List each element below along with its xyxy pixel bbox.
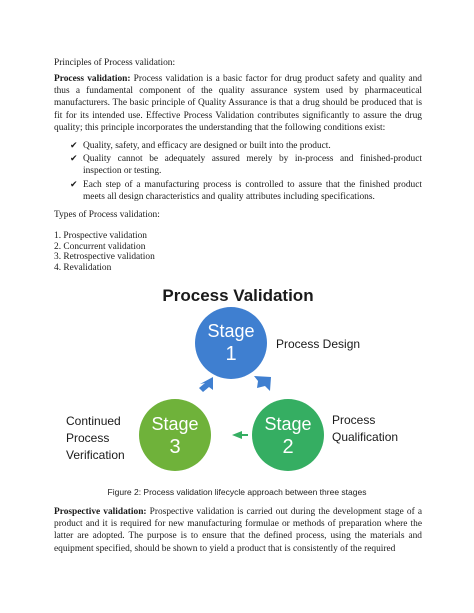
section-heading: Principles of Process validation: [54, 58, 176, 68]
list-item-text: Quality cannot be adequately assured merely by in-process and finished-product inspection or testing. [83, 154, 422, 177]
list-item: 2. Concurrent validation [54, 241, 146, 252]
diagram-title: Process Validation [162, 286, 314, 305]
stage-3-label-line-2: Process [66, 431, 110, 445]
arrow-stage3-to-stage1-icon [199, 377, 213, 392]
stage-2-number: 2 [282, 436, 294, 458]
paragraph-body: Process validation is a basic factor for drug product safety and quality and thus a fundamental component of the quality assurance system used by pharmaceutical manufacturers. The basic principle of Quality Assurance is that a drug should be produced that is fit for its intended use. Effective Process Validation contributes significantly to assure the drug quality; this principle incorporates the understanding that the following conditions exist: [54, 74, 422, 133]
stage-3-word: Stage [151, 414, 199, 434]
checkmark-icon: ✔ [70, 179, 78, 190]
list-item-text: Quality, safety, and efficacy are designed or built into the product. [83, 141, 331, 151]
conditions-list [54, 140, 422, 204]
list-item [54, 140, 422, 152]
stage-1-word: Stage [207, 321, 255, 341]
stage-1-label: Process Design [276, 337, 361, 351]
term-process-validation: Process validation: [54, 74, 131, 84]
stage-2-label-line-2: Qualification [332, 430, 399, 444]
process-validation-diagram [58, 280, 418, 485]
stage-3-label-line-1: Continued [66, 414, 121, 428]
figure-caption: Figure 2: Process validation lifecycle approach between three stages [107, 487, 367, 497]
stage-2-label-line-1: Process [332, 413, 376, 427]
list-item: 1. Prospective validation [54, 231, 147, 241]
stage-1-number: 1 [225, 343, 237, 365]
stage-2-word: Stage [264, 414, 312, 434]
checkmark-icon: ✔ [70, 154, 78, 165]
list-item-text: Each step of a manufacturing process is controlled to assure that the finished product meets all design characteristics and quality attributes including specifications. [83, 179, 422, 202]
stage-3-label-line-3: Verification [66, 448, 125, 462]
stage-2-circle [252, 399, 324, 471]
validation-types-list [54, 231, 155, 273]
list-item: 4. Revalidation [54, 262, 112, 273]
list-item: 3. Retrospective validation [54, 252, 155, 263]
arrow-stage1-to-stage2-icon [254, 376, 271, 391]
paragraph-body: Prospective validation is carried out during the development stage of a product and it is required for new manufacturing formulae or methods of preparation where the latter are adopted. The purpose is to ensure that the defined process, using the materials and equipment specified, should be shown to yield a product that is consistently of the required [54, 507, 422, 554]
list-item [54, 153, 422, 177]
paragraph-process-validation [54, 73, 422, 134]
types-heading: Types of Process validation: [54, 210, 160, 220]
list-item [54, 179, 422, 203]
paragraph-prospective-validation [54, 506, 422, 555]
checkmark-icon: ✔ [70, 141, 78, 151]
arrow-stage2-to-stage3-icon [232, 431, 248, 439]
stage-3-number: 3 [169, 436, 181, 458]
stage-3-circle [139, 399, 211, 471]
term-prospective-validation: Prospective validation: [54, 507, 147, 517]
